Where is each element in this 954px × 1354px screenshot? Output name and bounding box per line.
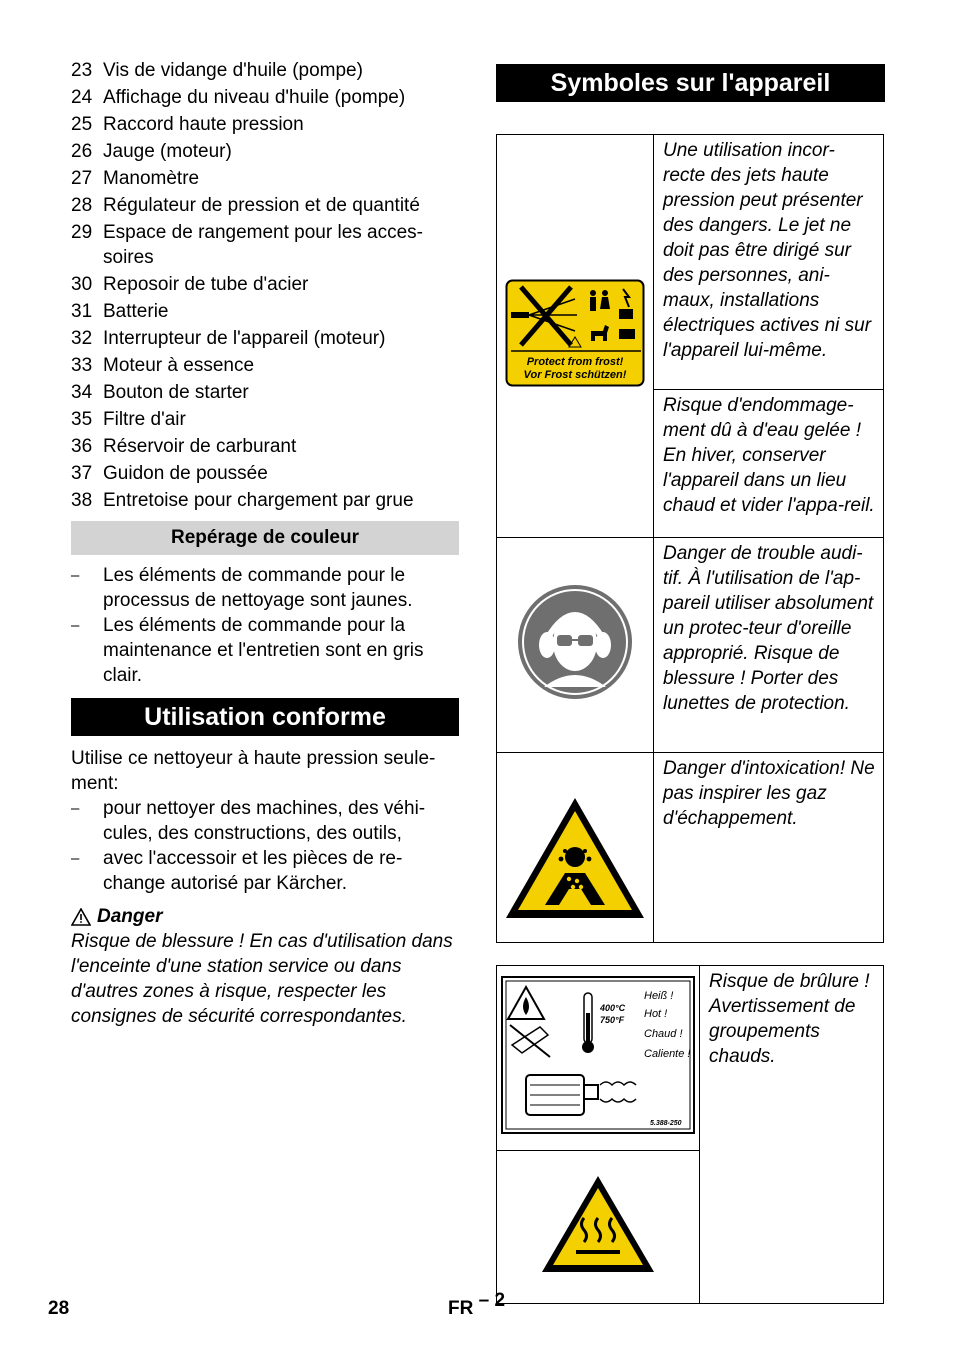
part-label: Interrupteur de l'appareil (moteur) — [103, 328, 386, 349]
part-label: Régulateur de pression et de quantité — [103, 195, 420, 216]
list-item — [71, 380, 459, 405]
list-item — [71, 299, 459, 324]
hot-label-cell — [497, 966, 700, 1151]
part-label: Moteur à essence — [103, 355, 255, 376]
part-label: Entretoise pour chargement par grue — [103, 490, 414, 511]
warning-triangle-icon — [71, 908, 91, 926]
part-number: 36 — [71, 436, 93, 457]
part-label: Raccord haute pression — [103, 114, 304, 135]
danger-text: Risque de blessure ! En cas d'utilisation dans l'enceinte d'une station service ou dans d'autres zones à risque, respecter les consignes de sécurité correspondantes. — [71, 931, 453, 1027]
list-item — [71, 85, 459, 110]
part-number: 32 — [71, 328, 93, 349]
part-number: 33 — [71, 355, 93, 376]
part-label: Jauge (moteur) — [103, 141, 232, 162]
part-label: Batterie — [103, 301, 169, 322]
parts-list — [71, 58, 459, 513]
part-number: 25 — [71, 114, 93, 135]
list-item — [71, 112, 459, 137]
temp-fahrenheit: 750°F — [600, 1014, 625, 1025]
list-item: – avec l'accessoir et les pièces de re-change autorisé par Kärcher. — [71, 848, 403, 894]
hot-surface-warning-icon — [540, 1174, 656, 1274]
list-item — [71, 193, 459, 218]
toxic-gas-cell — [497, 753, 654, 943]
danger-label: Danger — [97, 906, 163, 927]
part-number: 35 — [71, 409, 93, 430]
part-number: 24 — [71, 87, 93, 108]
right-column — [496, 64, 885, 1304]
footer-language — [448, 1290, 506, 1320]
list-item — [71, 220, 459, 270]
language-code: FR — [448, 1298, 474, 1319]
part-label: Manomètre — [103, 168, 200, 189]
frost-label-de: Vor Frost schützen! — [523, 368, 627, 381]
jet-warning-text: Une utilisation incor-recte des jets haute pression peut présenter des dangers. Le jet ne doit pas être dirigé sur des personnes, ani-maux, installations électriques actives ni sur l'appareil lui-même. — [654, 135, 884, 390]
part-number: 30 — [71, 274, 93, 295]
part-number: 27 — [71, 168, 93, 189]
hot-surface-label-icon — [500, 975, 696, 1135]
intended-use-intro: Utilise ce nettoyeur à haute pression seule-ment: — [71, 748, 436, 794]
part-number: 31 — [71, 301, 93, 322]
list-item: – Les éléments de commande pour le processus de nettoyage sont jaunes. — [71, 565, 413, 611]
color-coding-heading: Repérage de couleur — [71, 521, 459, 555]
part-number: 23 — [71, 60, 93, 81]
part-number: 28 — [71, 195, 93, 216]
list-item — [71, 488, 459, 513]
part-label: Bouton de starter — [103, 382, 249, 403]
intended-use-list — [71, 796, 459, 896]
symbols-table — [496, 134, 884, 943]
hearing-protection-cell — [497, 538, 654, 753]
part-label: Reposoir de tube d'acier — [103, 274, 309, 295]
list-item — [71, 326, 459, 351]
part-label: Réservoir de carburant — [103, 436, 297, 457]
list-item — [71, 139, 459, 164]
burn-symbols-table — [496, 965, 884, 1304]
hearing-protection-text: Danger de trouble audi-tif. À l'utilisation de l'ap-pareil utiliser absolument un protec-teur d'oreille approprié. Risque de blessure ! Porter des lunettes de protection. — [654, 538, 884, 753]
list-item — [71, 353, 459, 378]
color-coding-list — [71, 563, 459, 688]
burn-warning-text: Risque de brûlure ! Avertissement de groupements chauds. — [700, 966, 884, 1304]
toxic-gas-warning-icon — [503, 795, 647, 921]
part-number: 38 — [71, 490, 93, 511]
frost-warning-text: Risque d'endommage-ment dû à d'eau gelée ! En hiver, conserver l'appareil dans un lieu chaud et vider l'appa-reil. — [654, 389, 884, 537]
label-code: 5.388-250 — [650, 1119, 682, 1127]
frost-label-en: Protect from frost! — [526, 355, 624, 368]
high-pressure-jet-warning-icon — [505, 279, 645, 387]
list-item — [71, 166, 459, 191]
part-label: Espace de rangement pour les acces-soires — [103, 222, 424, 268]
list-item — [71, 272, 459, 297]
part-number: 29 — [71, 222, 93, 243]
page-number: 28 — [48, 1298, 70, 1319]
list-item: – Les éléments de commande pour la maintenance et l'entretien sont en gris clair. — [71, 615, 424, 686]
list-item — [71, 461, 459, 486]
list-item — [71, 58, 459, 83]
hot-word-de: Heiß ! — [644, 989, 674, 1002]
ear-eye-protection-icon — [516, 583, 634, 701]
jet-warning-cell — [497, 135, 654, 538]
toxic-gas-text: Danger d'intoxication! Ne pas inspirer les gaz d'échappement. — [654, 753, 884, 943]
symbols-heading: Symboles sur l'appareil — [496, 64, 885, 102]
intended-use-heading: Utilisation conforme — [71, 698, 459, 736]
temp-celsius: 400°C — [600, 1002, 626, 1013]
part-number: 34 — [71, 382, 93, 403]
hot-word-es: Caliente ! — [644, 1047, 691, 1060]
hot-word-en: Hot ! — [644, 1007, 668, 1020]
hot-word-fr: Chaud ! — [644, 1027, 683, 1040]
list-item — [71, 434, 459, 459]
list-item — [71, 407, 459, 432]
danger-heading — [71, 904, 459, 929]
part-label: Guidon de poussée — [103, 463, 268, 484]
part-label: Vis de vidange d'huile (pompe) — [103, 60, 363, 81]
section-number: – 2 — [478, 1290, 506, 1311]
part-label: Affichage du niveau d'huile (pompe) — [103, 87, 406, 108]
left-column — [71, 58, 459, 1029]
hot-surface-cell — [497, 1151, 700, 1304]
part-number: 26 — [71, 141, 93, 162]
list-item: – pour nettoyer des machines, des véhi-cules, des constructions, des outils, — [71, 798, 426, 844]
part-number: 37 — [71, 463, 93, 484]
part-label: Filtre d'air — [103, 409, 186, 430]
